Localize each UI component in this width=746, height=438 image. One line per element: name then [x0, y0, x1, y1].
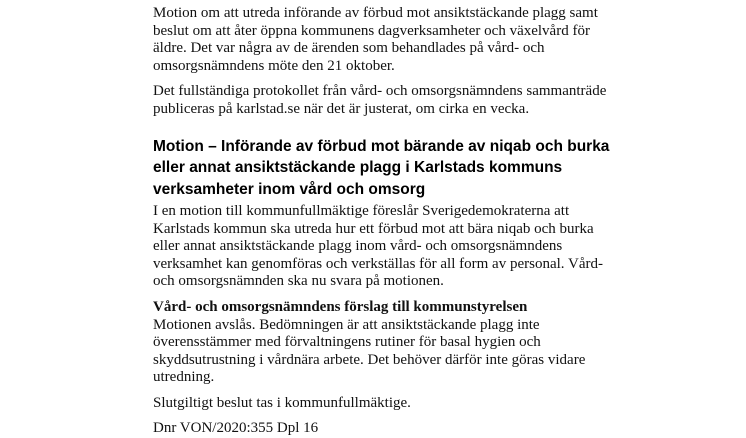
motion-body: I en motion till kommunfullmäktige föreslår Sverigedemokraterna att Karlstads kommun ska utreda hur ett förbud mot att bära niqab och burka eller annat ansiktstäckande plagg inom vård- och omsorgsnämndens verksamhet kan genomföras och verkställas för all form av personal. Vård- och omsorgsnämnden ska nu svara på motionen.: [153, 202, 603, 290]
proposal-heading: Vård- och omsorgsnämndens förslag till kommunstyrelsen: [153, 298, 528, 315]
proposal-body: Motionen avslås. Bedömningen är att ansiktstäckande plagg inte överensstämmer med förvaltningens rutiner för basal hygien och skyddsutrustning i vårdnära arbete. Det behöver därför inte göras vidare utredning.: [153, 316, 586, 386]
reference-number: Dnr VON/2020:355 Dpl 16: [153, 420, 319, 437]
final-decision: Slutgiltigt beslut tas i kommunfullmäktige.: [153, 394, 411, 411]
intro-paragraph: Motion om att utreda införande av förbud mot ansiktstäckande plagg samt beslut om att åter öppna kommunens dagverksamheter och växelvård för äldre. Det var några av de ärenden som behandlades på vård- och omsorgsnämndens möte den 21 oktober.: [153, 5, 598, 74]
protocol-note: Det fullständiga protokollet från vård- och omsorgsnämndens sammanträde publiceras på karlstad.se när det är justerat, om cirka en vecka.: [153, 83, 607, 117]
document-page: [153, 0, 623, 438]
motion-heading: Motion – Införande av förbud mot bärande av niqab och burka eller annat ansiktstäckande plagg i Karlstads kommuns verksamheter inom vård och omsorg: [153, 137, 610, 199]
